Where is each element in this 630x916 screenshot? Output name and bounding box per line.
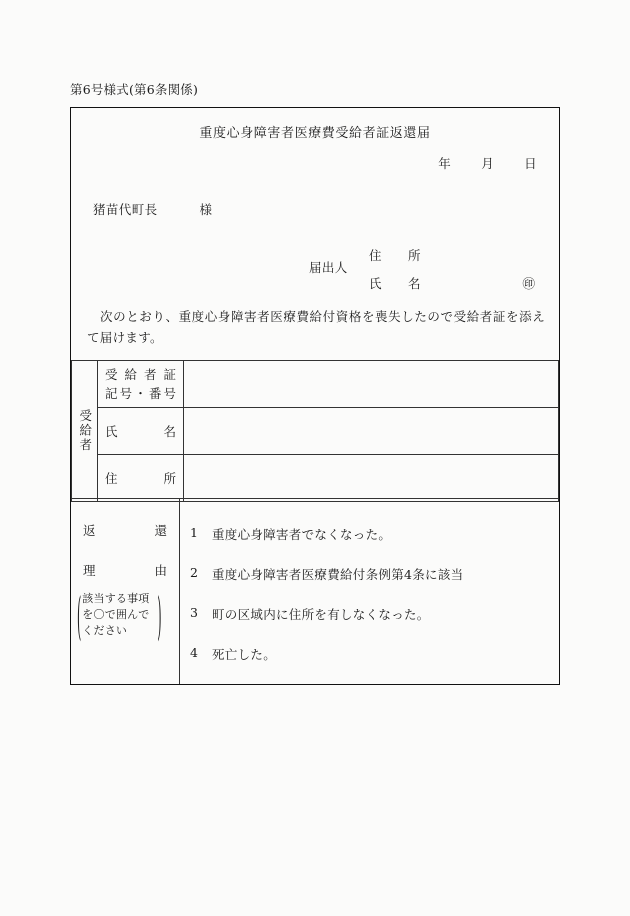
submitter-name-row	[369, 270, 541, 298]
reason-note-text: 該当する事項を〇で囲んでください	[82, 592, 150, 637]
recipient-vertical-label-cell	[72, 361, 98, 502]
date-month-label: 月	[481, 156, 495, 171]
reason-items-column	[180, 499, 559, 684]
reason-option-2[interactable]	[190, 565, 551, 583]
reason-title-line-1: 返 還	[83, 523, 167, 538]
reason-instruction-note	[77, 585, 175, 645]
reason-option-2-text: 重度心身障害者医療費給付条例第4条に該当	[212, 567, 464, 582]
date-day-label: 日	[524, 156, 537, 171]
addressee-line	[93, 200, 212, 218]
submitter-fields	[369, 242, 541, 298]
document-title: 重度心身障害者医療費受給者証返還届	[199, 126, 431, 141]
recipient-cert-number-key	[98, 361, 183, 407]
recipient-name-key-cell	[98, 408, 184, 455]
body-paragraph: 次のとおり、重度心身障害者医療費給付資格を喪失したので受給者証を添えて届けます。	[87, 309, 545, 345]
recipient-vertical-label: 受給者	[77, 409, 93, 453]
recipient-cert-number-value[interactable]	[184, 361, 559, 408]
reason-option-1[interactable]	[190, 525, 551, 543]
reason-label-column	[71, 499, 180, 684]
reason-title-line-2: 理 由	[83, 563, 167, 578]
recipient-table	[71, 360, 559, 502]
reason-option-4-number: 4	[190, 645, 199, 660]
cert-key-line-2: 記 号 ・ 番 号	[105, 386, 176, 401]
reason-option-3-text: 町の区域内に住所を有しなくなった。	[212, 607, 430, 622]
recipient-cert-number-key-cell	[98, 361, 184, 408]
recipient-address-key-cell	[98, 455, 184, 502]
table-row	[72, 455, 559, 502]
reason-option-1-number: 1	[190, 525, 199, 540]
table-row	[72, 408, 559, 455]
reason-option-2-number: 2	[190, 565, 199, 580]
reason-option-3[interactable]	[190, 605, 551, 623]
addressee-honorific: 様	[199, 202, 213, 217]
recipient-name-value[interactable]	[184, 408, 559, 455]
cert-key-line-1: 受 給 者 証	[105, 367, 176, 382]
form-number-caption: 第6号様式(第6条関係)	[70, 82, 199, 97]
reason-option-4-text: 死亡した。	[212, 647, 277, 662]
recipient-name-key: 氏 名	[105, 424, 176, 439]
table-row	[72, 361, 559, 408]
paren-right-glyph: )	[157, 585, 162, 645]
date-line	[438, 154, 537, 172]
addressee-name: 猪苗代町長	[93, 202, 158, 217]
recipient-address-value[interactable]	[184, 455, 559, 502]
form-outer-box	[70, 107, 560, 685]
reason-section	[71, 498, 559, 684]
seal-icon: ㊞	[522, 276, 535, 291]
reason-option-3-number: 3	[190, 605, 199, 620]
reason-option-1-text: 重度心身障害者でなくなった。	[212, 527, 392, 542]
paren-left-glyph: (	[77, 585, 82, 645]
reason-option-4[interactable]	[190, 645, 551, 663]
date-year-label: 年	[438, 156, 452, 171]
submitter-address-row	[369, 242, 541, 270]
recipient-address-key: 住 所	[105, 471, 176, 486]
submitter-name-label: 氏 名	[369, 276, 428, 291]
submitter-label: 届出人	[309, 260, 348, 275]
submitter-address-label: 住 所	[369, 248, 428, 263]
